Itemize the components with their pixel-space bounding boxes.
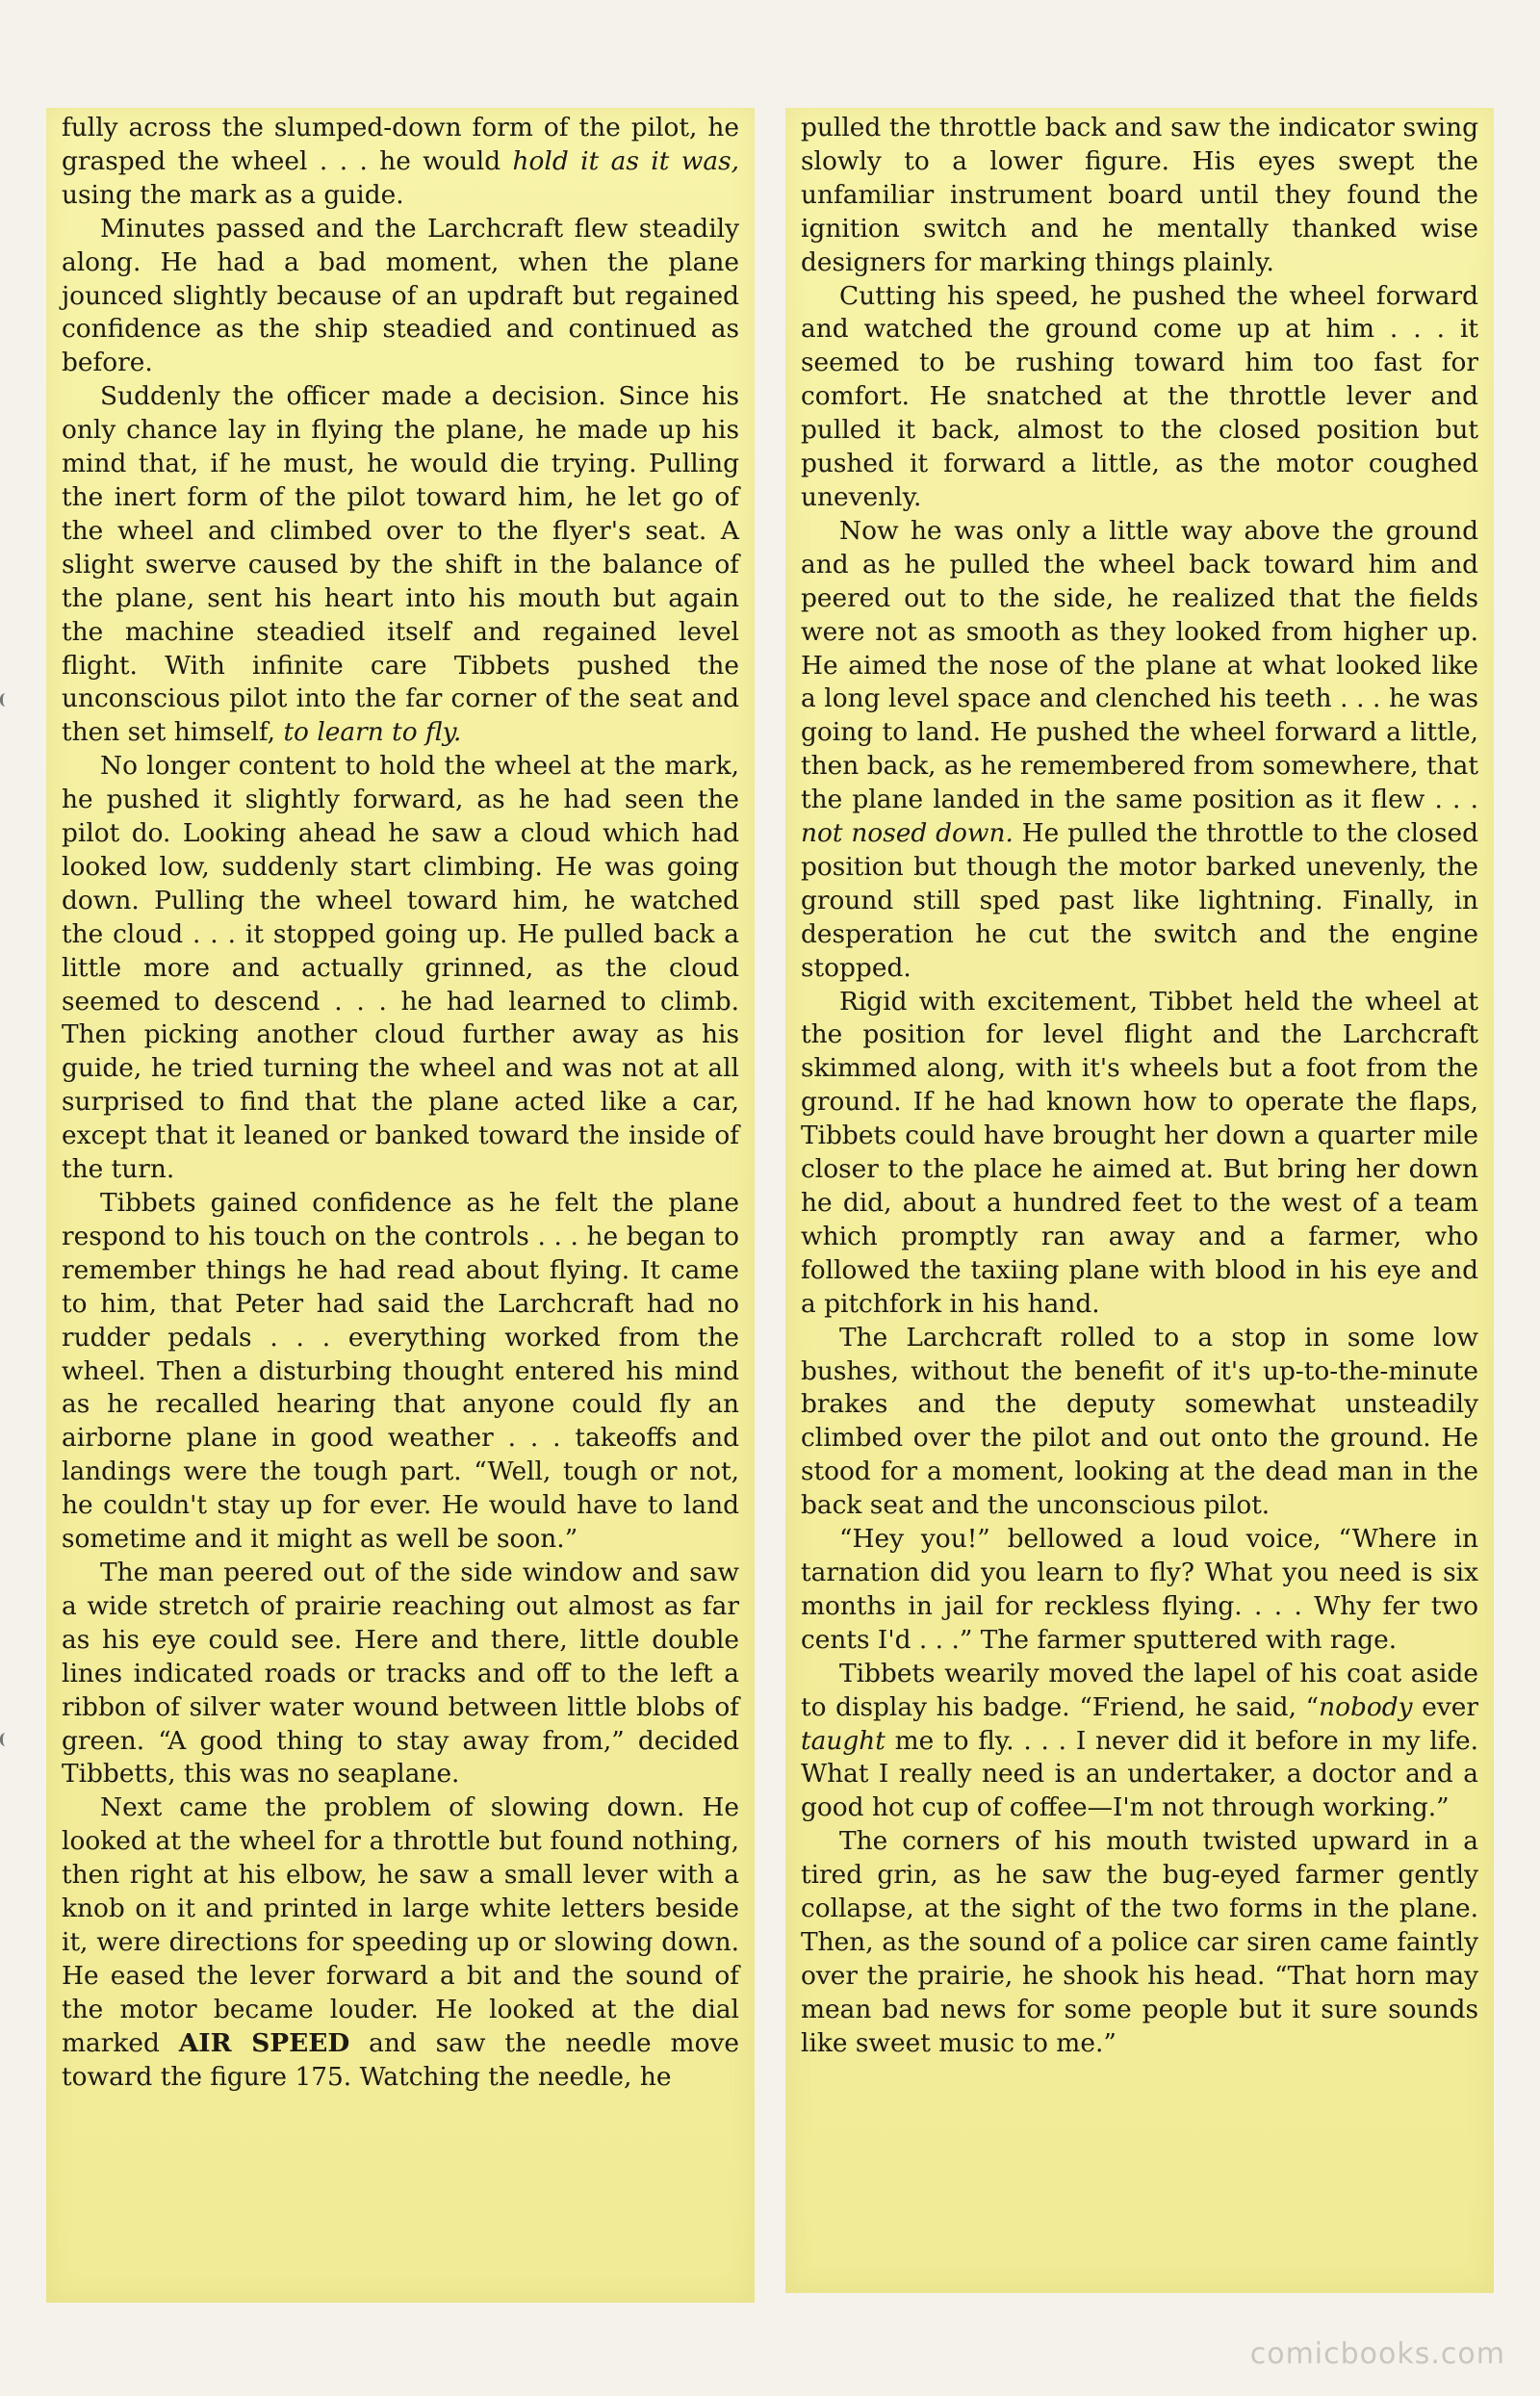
paragraph (801, 1322, 1478, 1523)
text-run: not nosed down. (801, 818, 1014, 849)
text-run: The Larchcraft rolled to a stop in some low bushes, without the benefit of it's up-to-the-minute brakes and the deputy somewhat unsteadily climbed over the pilot and out onto the ground. He stood for a moment, looking at the dead man in the back seat and the unconscious pilot. (801, 1322, 1478, 1521)
text-run: AIR SPEED (178, 2027, 350, 2058)
text-run: Tibbets gained confidence as he felt the plane respond to his touch on the controls . . . he began to remember things he had read about flying. It came to him, that Peter had said the Larchcraft had no rudder pedals . . . everything worked from the wheel. Then a disturbing thought entered his mind as he recalled hearing that anyone could fly an airborne plane in good weather . . . takeoffs and landings were the tough part. “Well, tough or not, he couldn't stay up for ever. He would have to land sometime and it might as well be soon.” (62, 1188, 739, 1555)
text-run: No longer content to hold the wheel at the mark, he pushed it slightly forward, as he had seen the pilot do. Looking ahead he saw a cloud which had looked low, suddenly start climbing. He was going down. Pulling the wheel toward him, he watched the cloud . . . it stopped going up. He pulled back a little more and actually grinned, as the cloud seemed to descend . . . he had learned to climb. Then picking another cloud further away as his guide, he tried turning the wheel and was not at all surprised to find that the plane acted like a car, except that it leaned or banked toward the inside of the turn. (62, 751, 739, 1185)
paragraph (62, 1187, 739, 1557)
paragraph (801, 986, 1478, 1322)
text-run: to learn to fly. (283, 717, 462, 748)
paragraph (801, 1825, 1478, 2060)
paragraph (62, 213, 739, 381)
text-run: Now he was only a little way above the ground and as he pulled the wheel back toward him and peered out to the side, he realized that the fields were not as smooth as they looked from higher up. He aimed the nose of the plane at what looked like a long level space and clenched his teeth . . . he was going to land. He pushed the wheel forward a little, then back, as he remembered from somewhere, that the plane landed in the same position as it flew . . . (801, 515, 1478, 815)
paragraph (62, 750, 739, 1187)
text-run: taught (801, 1725, 886, 1756)
text-run: nobody (1319, 1691, 1413, 1722)
text-column-right (785, 108, 1494, 2293)
text-run: hold it as it was, (512, 145, 740, 176)
text-run: using the mark as a guide. (62, 179, 404, 210)
text-run: The corners of his mouth twisted upward in a tired grin, as he saw the bug-eyed farmer gently collapse, at the sight of the two forms in the plane. Then, as the sound of a police car siren came faintly over the prairie, he shook his head. “That horn may mean bad news for some people but it sure sounds like sweet music to me.” (801, 1826, 1478, 2058)
paragraph (801, 515, 1478, 986)
text-run: The man peered out of the side window and saw a wide stretch of prairie reaching out almost as far as his eye could see. Here and there, little double lines indicated roads or tracks and off to the left a ribbon of silver water wound between little blobs of green. “A good thing to stay away from,” decided Tibbetts, this was no seaplane. (62, 1557, 739, 1790)
text-run: Cutting his speed, he pushed the wheel forward and watched the ground come up at him . . . it seemed to be rushing toward him too fast for comfort. He snatched at the throttle lever and pulled it back, almost to the closed position but pushed it forward a little, as the motor coughed unevenly. (801, 280, 1478, 512)
paragraph (801, 1658, 1478, 1826)
text-run: Minutes passed and the Larchcraft flew steadily along. He had a bad moment, when the plane jounced slightly because of an updraft but regained confidence as the ship steadied and continued as before. (62, 213, 739, 378)
text-run: He pulled the throttle to the closed position but though the motor barked unevenly, the ground still sped past like lightning. Finally, in desperation he cut the switch and the engine stopped. (801, 818, 1479, 983)
text-run: and saw the needle move toward the figure 175. Watching the needle, he (62, 2027, 739, 2092)
text-run: me to fly. . . . I never did it before in my life. What I really need is an undertaker, a doctor and a good hot cup of coffee—I'm not through working.” (801, 1725, 1478, 1823)
text-run: Tibbets wearily moved the lapel of his coat aside to display his badge. “Friend, he said, “ (801, 1658, 1478, 1722)
text-run: ever (1412, 1691, 1478, 1722)
paragraph (62, 1791, 739, 2094)
paragraph (801, 1523, 1478, 1658)
paragraph (801, 280, 1478, 515)
binding-mark (0, 1733, 13, 1746)
paragraph (62, 1557, 739, 1791)
text-column-left (46, 108, 755, 2303)
text-run: Rigid with excitement, Tibbet held the wheel at the position for level flight and the Larchcraft skimmed along, with it's wheels but a foot from the ground. If he had known how to operate the flaps, Tibbets could have brought her down a quarter mile closer to the place he aimed at. But bring her down he did, about a hundred feet to the west of a team which promptly ran away and a farmer, who followed the taxiing plane with blood in his eye and a pitchfork in his hand. (801, 986, 1478, 1319)
paragraph (62, 380, 739, 750)
paragraph (801, 112, 1478, 280)
text-run: Suddenly the officer made a decision. Since his only chance lay in flying the plane, he made up his mind that, if he must, he would die trying. Pulling the inert form of the pilot toward him, he let go of the wheel and climbed over to the flyer's seat. A slight swerve caused by the shift in the balance of the plane, sent his heart into his mouth but again the machine steadied itself and regained level flight. With infinite care Tibbets pushed the unconscious pilot into the far corner of the seat and then set himself, (62, 381, 739, 748)
paragraph (62, 112, 739, 213)
text-run: Next came the problem of slowing down. He looked at the wheel for a throttle but found nothing, then right at his elbow, he saw a small lever with a knob on it and printed in large white letters beside it, were directions for speeding up or slowing down. He eased the lever forward a bit and the sound of the motor became louder. He looked at the dial marked (62, 1792, 739, 2058)
text-run: pulled the throttle back and saw the indicator swing slowly to a lower figure. His eyes swept the unfamiliar instrument board until they found the ignition switch and he mentally thanked wise designers for marking things plainly. (801, 113, 1478, 277)
text-run: “Hey you!” bellowed a loud voice, “Where in tarnation did you learn to fly? What you need is six months in jail for reckless flying. . . . Why fer two cents I'd . . .” The farmer sputtered with rage. (801, 1524, 1478, 1655)
text-run: fully across the slumped-down form of the pilot, he grasped the wheel . . . he would (62, 113, 739, 176)
binding-mark (0, 693, 13, 707)
watermark: comicbooks.com (1249, 2337, 1505, 2371)
